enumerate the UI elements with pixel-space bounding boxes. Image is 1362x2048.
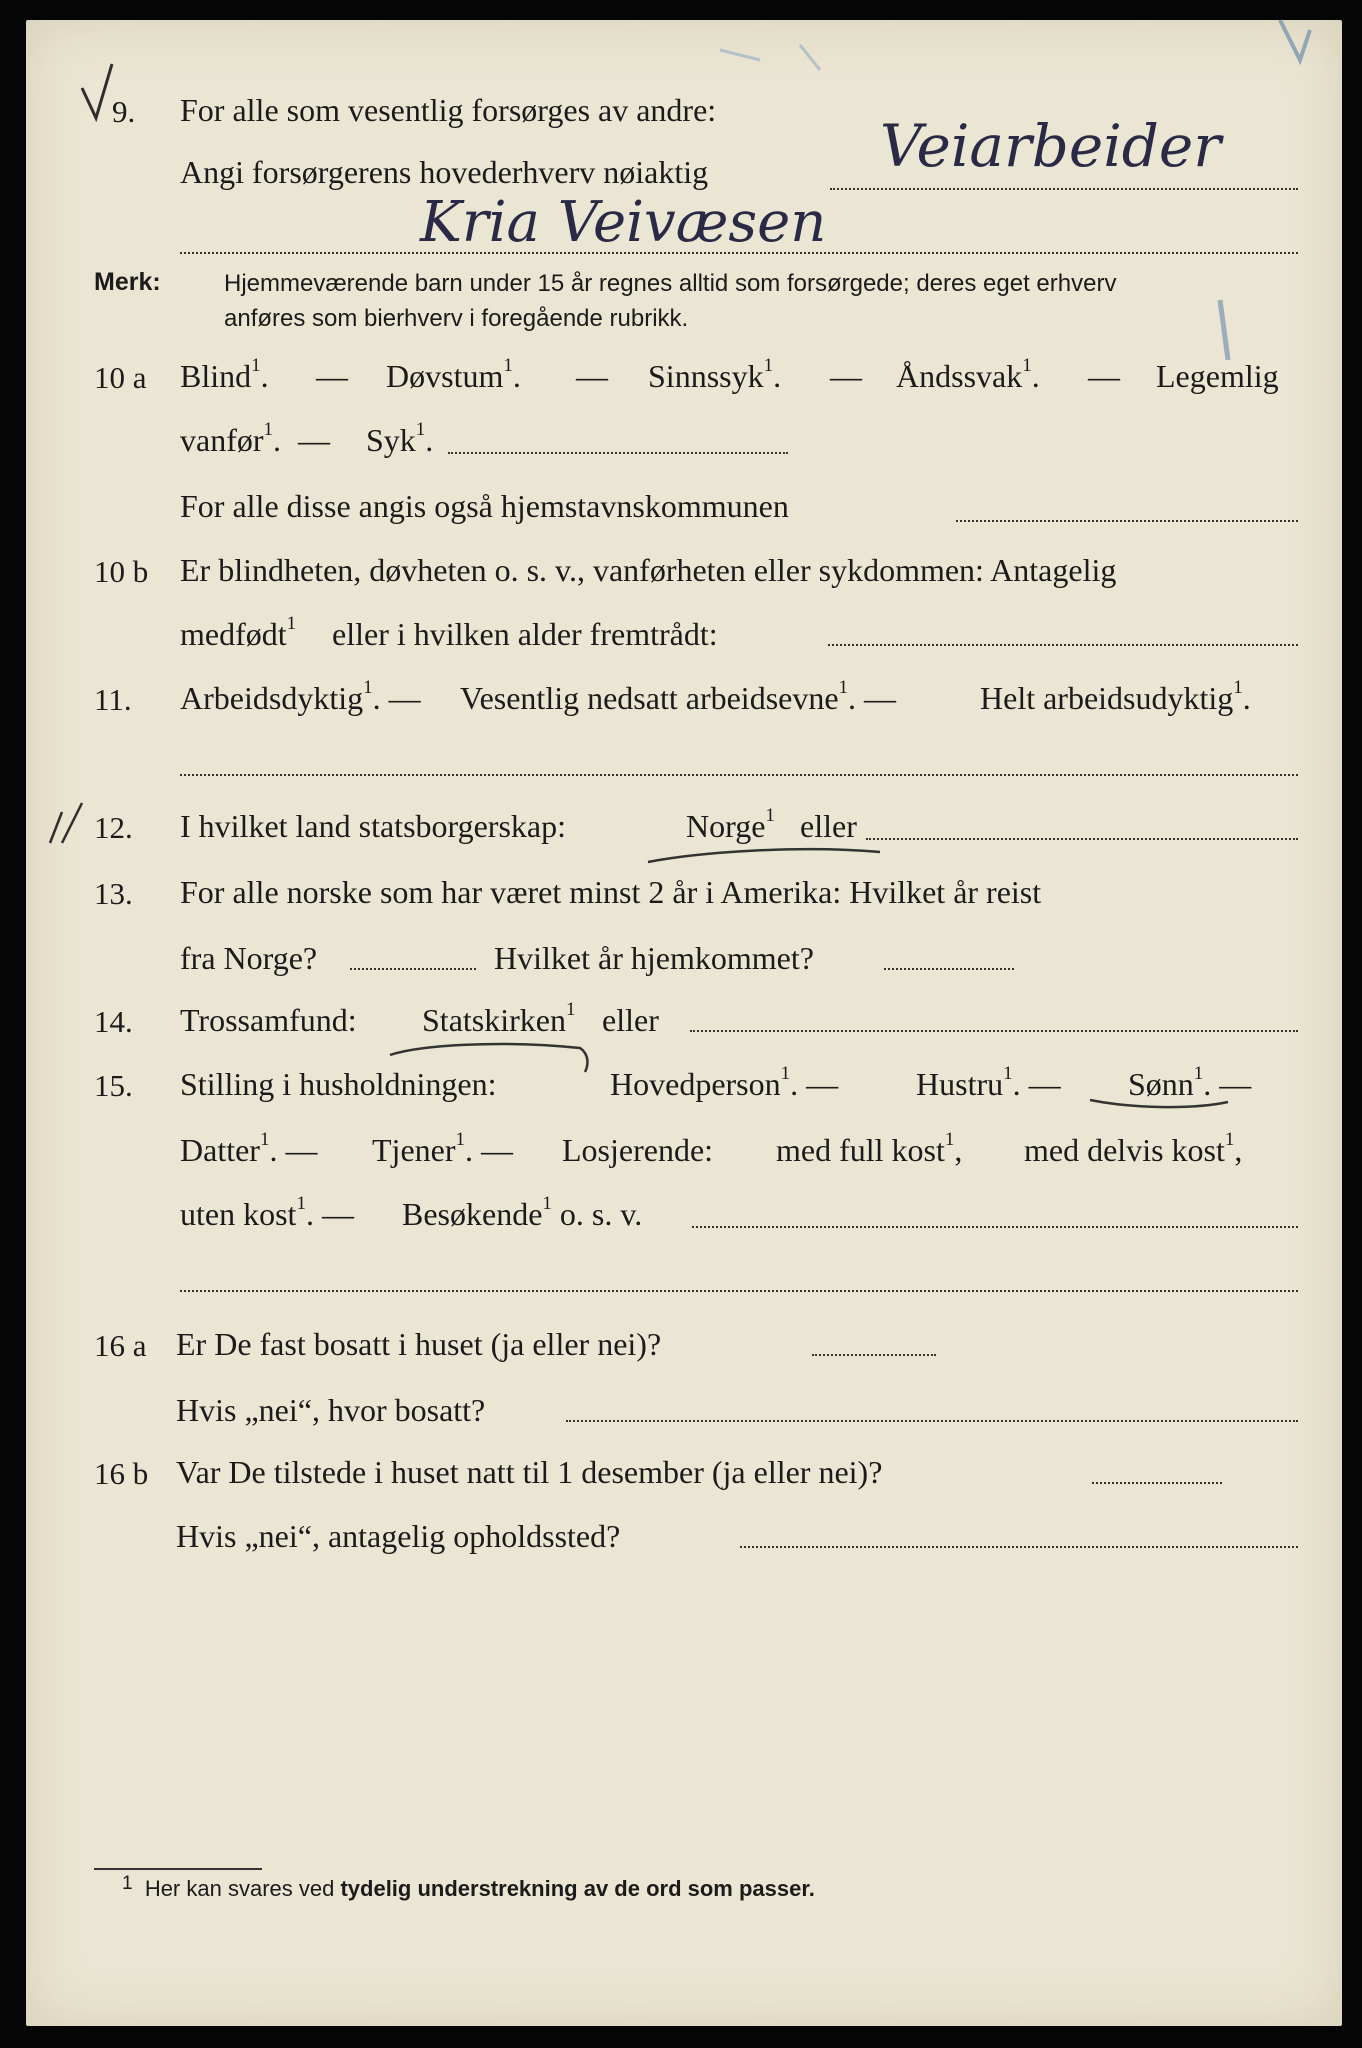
dash: —	[298, 422, 330, 458]
answer-line	[828, 644, 1298, 646]
answer-line	[350, 968, 476, 970]
option-hovedperson: Hovedperson$^1$. —	[610, 1063, 839, 1102]
item-number-12: 12.	[94, 810, 133, 845]
item-16a-question: Er De fast bosatt i huset (ja eller nei)?	[176, 1326, 662, 1362]
item-12-question: I hvilket land statsborgerskap:	[180, 808, 566, 844]
item-number-9: 9.	[112, 94, 136, 129]
item-14-eller: eller	[602, 1002, 659, 1038]
handwritten-employer: Kria Veivæsen	[420, 190, 827, 255]
dash: —	[1088, 358, 1120, 394]
option-udyktig: Helt arbeidsudyktig$^1$.	[980, 677, 1251, 716]
item-10a-hjemstavn: For alle disse angis også hjemstavnskommunen	[180, 488, 789, 524]
option-hustru: Hustru$^1$. —	[916, 1063, 1061, 1102]
note-line-1: Hjemmeværende barn under 15 år regnes alltid som forsørgede; deres eget erhverv	[224, 270, 1117, 297]
item-16b-question: Var De tilstede i huset natt til 1 desember (ja eller nei)?	[176, 1454, 883, 1490]
item-number-16a: 16 a	[94, 1328, 147, 1363]
item-number-13: 13.	[94, 876, 133, 911]
option-tjener: Tjener$^1$. —	[372, 1129, 513, 1168]
option-medfodt: medfødt$^1$	[180, 613, 297, 652]
answer-line	[1092, 1482, 1222, 1484]
option-vanfor: vanfør$^1$.	[180, 419, 282, 458]
item-14-label: Trossamfund:	[180, 1002, 357, 1038]
item-13-hjemkommet: Hvilket år hjemkommet?	[494, 940, 814, 976]
footnote: 1 Her kan svares ved tydelig understrekning av de ord som passer.	[122, 1873, 815, 1901]
answer-line	[180, 252, 1298, 254]
item-number-15: 15.	[94, 1068, 133, 1103]
footnote-rule	[94, 1868, 262, 1870]
dash: —	[830, 358, 862, 394]
option-dovstum: Døvstum$^1$.	[386, 355, 521, 394]
dash: —	[316, 358, 348, 394]
answer-line	[956, 520, 1298, 522]
note-label: Merk:	[94, 268, 161, 296]
option-statskirken: Statskirken$^1$	[422, 999, 576, 1038]
note-line-2: anføres som bierhverv i foregående rubrikk.	[224, 305, 689, 332]
option-sonn: Sønn$^1$. —	[1128, 1063, 1252, 1102]
option-blind: Blind$^1$.	[180, 355, 269, 394]
item-15-label: Stilling i husholdningen:	[180, 1066, 497, 1102]
answer-line	[448, 452, 788, 454]
option-syk: Syk$^1$.	[366, 419, 434, 458]
item-number-16b: 16 b	[94, 1456, 149, 1491]
item-number-10a: 10 a	[94, 360, 147, 395]
option-losjerende: Losjerende:	[562, 1132, 714, 1168]
option-sinnssyk: Sinnssyk$^1$.	[648, 355, 782, 394]
option-full-kost: med full kost$^1$,	[776, 1129, 963, 1168]
answer-line	[180, 1290, 1298, 1292]
item-10b-line-1: Er blindheten, døvheten o. s. v., vanførheten eller sykdommen: Antagelig	[180, 552, 1117, 588]
option-arbeidsdyktig: Arbeidsdyktig$^1$. —	[180, 677, 421, 716]
answer-line	[180, 774, 1298, 776]
answer-line	[566, 1420, 1298, 1422]
answer-line	[830, 188, 1298, 190]
item-12-eller: eller	[800, 808, 857, 844]
item-number-11: 11.	[94, 682, 132, 717]
answer-line	[692, 1226, 1298, 1228]
option-besokende: Besøkende$^1$ o. s. v.	[402, 1193, 643, 1232]
option-datter: Datter$^1$. —	[180, 1129, 318, 1168]
item-13-line-1: For alle norske som har været minst 2 år i Amerika: Hvilket år reist	[180, 874, 1042, 910]
item-9-line-1: For alle som vesentlig forsørges av andre:	[180, 92, 717, 128]
answer-line	[812, 1354, 936, 1356]
item-number-14: 14.	[94, 1004, 133, 1039]
handwritten-occupation: Veiarbeider	[880, 112, 1221, 180]
dash: —	[576, 358, 608, 394]
item-number-10b: 10 b	[94, 554, 149, 589]
answer-line	[866, 838, 1298, 840]
answer-line	[690, 1030, 1298, 1032]
option-uten-kost: uten kost$^1$. —	[180, 1193, 354, 1232]
item-9-line-2: Angi forsørgerens hovederhverv nøiaktig	[180, 154, 709, 190]
item-16a-followup: Hvis „nei“, hvor bosatt?	[176, 1392, 486, 1428]
answer-line	[884, 968, 1014, 970]
answer-line	[740, 1546, 1298, 1548]
option-delvis-kost: med delvis kost$^1$,	[1024, 1129, 1243, 1168]
option-nedsatt: Vesentlig nedsatt arbeidsevne$^1$. —	[460, 677, 897, 716]
option-norge: Norge$^1$	[686, 805, 775, 844]
option-andssvak: Åndssvak$^1$.	[896, 355, 1040, 394]
item-10b-line-2: eller i hvilken alder fremtrådt:	[332, 616, 718, 652]
item-13-reist: fra Norge?	[180, 940, 318, 976]
option-legemlig: Legemlig	[1156, 358, 1279, 394]
item-16b-followup: Hvis „nei“, antagelig opholdssted?	[176, 1518, 621, 1554]
